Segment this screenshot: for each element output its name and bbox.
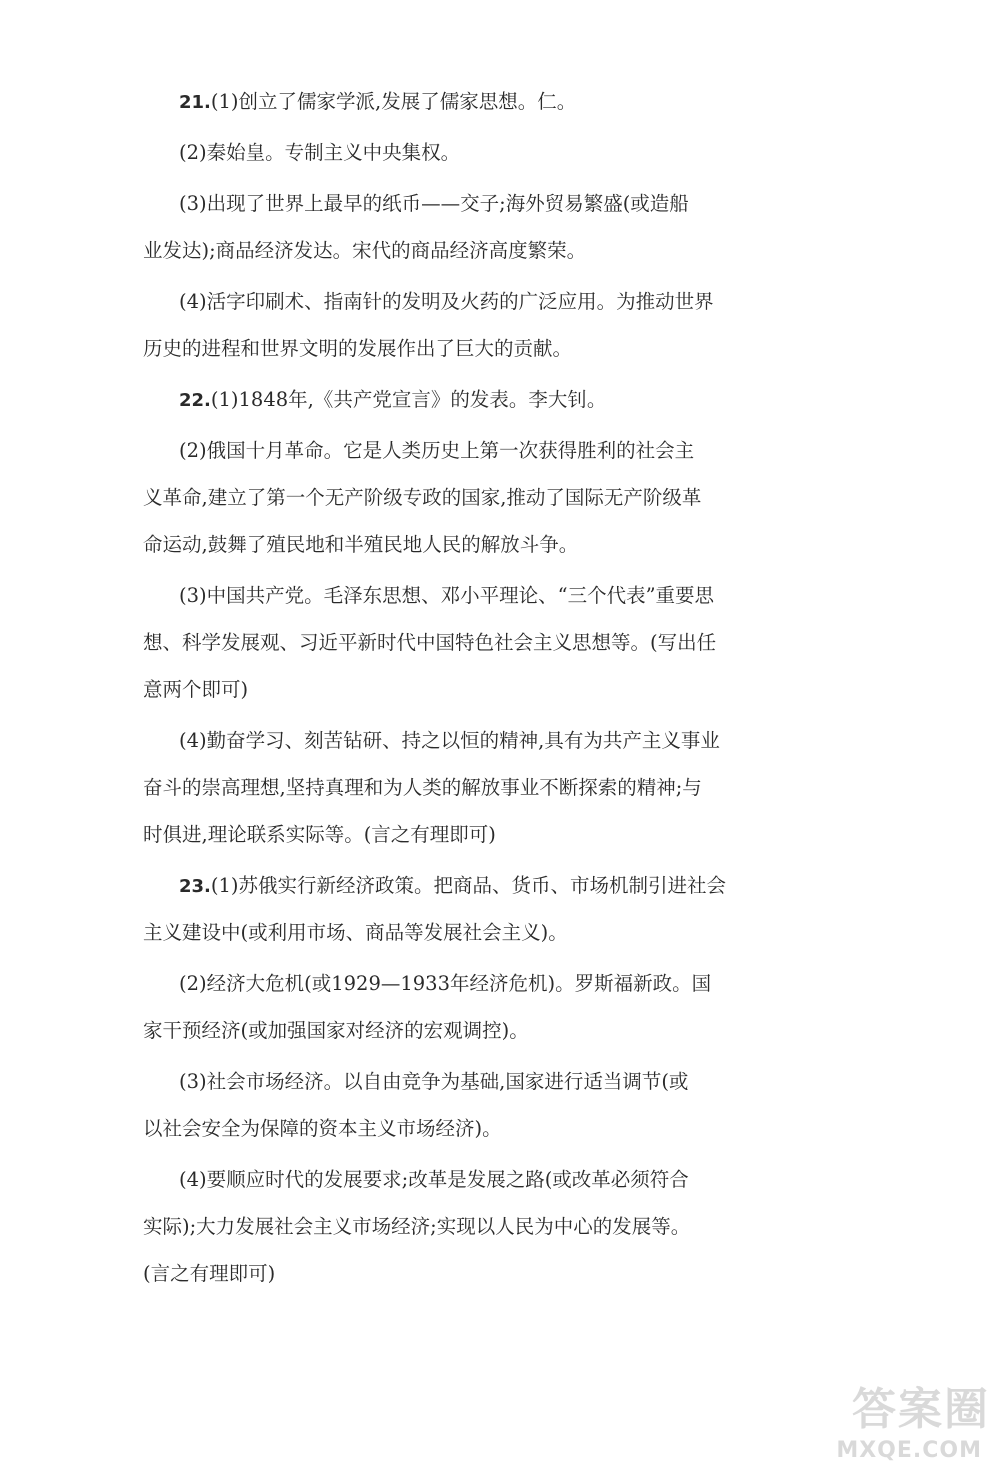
q21-part2-line1: (2)秦始皇。专制主义中央集权。	[179, 141, 461, 164]
q23-part4-line3: (言之有理即可)	[143, 1262, 276, 1285]
q22-number: 22.	[179, 390, 211, 411]
q23-part1-line2: 主义建设中(或利用市场、商品等发展社会主义)。	[143, 921, 568, 944]
q22-part3-line2: 想、科学发展观、习近平新时代中国特色社会主义思想等。(写出任	[143, 631, 717, 654]
q22-part4-line3: 时俱进,理论联系实际等。(言之有理即可)	[143, 823, 496, 846]
q22-part3-line1: (3)中国共产党。毛泽东思想、邓小平理论、“三个代表”重要思	[179, 584, 715, 607]
watermark-main-text: 答案圈	[852, 1384, 990, 1435]
q23-part4-line2: 实际);大力发展社会主义市场经济;实现以人民为中心的发展等。	[143, 1215, 691, 1238]
q22-part2-line3: 命运动,鼓舞了殖民地和半殖民地人民的解放斗争。	[143, 533, 579, 556]
q22-part1-line1: 22.(1)1848年,《共产党宣言》的发表。李大钊。	[179, 388, 607, 411]
q22-part2-line1: (2)俄国十月革命。它是人类历史上第一次获得胜利的社会主	[179, 439, 695, 462]
q21-number: 21.	[179, 92, 211, 113]
q23-part3-line1: (3)社会市场经济。以自由竞争为基础,国家进行适当调节(或	[179, 1070, 689, 1093]
q22-part2-line2: 义革命,建立了第一个无产阶级专政的国家,推动了国际无产阶级革	[143, 486, 702, 509]
q23-part2-line1: (2)经济大危机(或1929—1933年经济危机)。罗斯福新政。国	[179, 972, 712, 995]
watermark-logo	[790, 1373, 990, 1463]
q22-part4-line1: (4)勤奋学习、刻苦钻研、持之以恒的精神,具有为共产主义事业	[179, 729, 720, 752]
q21-part4-line1: (4)活字印刷术、指南针的发明及火药的广泛应用。为推动世界	[179, 290, 714, 313]
q23-part3-line2: 以社会安全为保障的资本主义市场经济)。	[143, 1117, 502, 1140]
answer-content	[143, 88, 743, 1288]
q21-part4-line2: 历史的进程和世界文明的发展作出了巨大的贡献。	[143, 337, 573, 360]
q22-part3-line3: 意两个即可)	[143, 678, 249, 701]
watermark-site-text: MXQE.COM	[836, 1438, 982, 1463]
q23-part1-line1: 23.(1)苏俄实行新经济政策。把商品、货币、市场机制引进社会	[179, 874, 727, 897]
q21-part3-line2: 业发达);商品经济发达。宋代的商品经济高度繁荣。	[143, 239, 587, 262]
q23-part4-line1: (4)要顺应时代的发展要求;改革是发展之路(或改革必须符合	[179, 1168, 689, 1191]
q22-part4-line2: 奋斗的崇高理想,坚持真理和为人类的解放事业不断探索的精神;与	[143, 776, 702, 799]
q23-part2-line2: 家干预经济(或加强国家对经济的宏观调控)。	[143, 1019, 529, 1042]
q23-number: 23.	[179, 876, 211, 897]
q21-part1-line1: 21.(1)创立了儒家学派,发展了儒家思想。仁。	[179, 90, 577, 113]
q21-part3-line1: (3)出现了世界上最早的纸币——交子;海外贸易繁盛(或造船	[179, 192, 689, 215]
